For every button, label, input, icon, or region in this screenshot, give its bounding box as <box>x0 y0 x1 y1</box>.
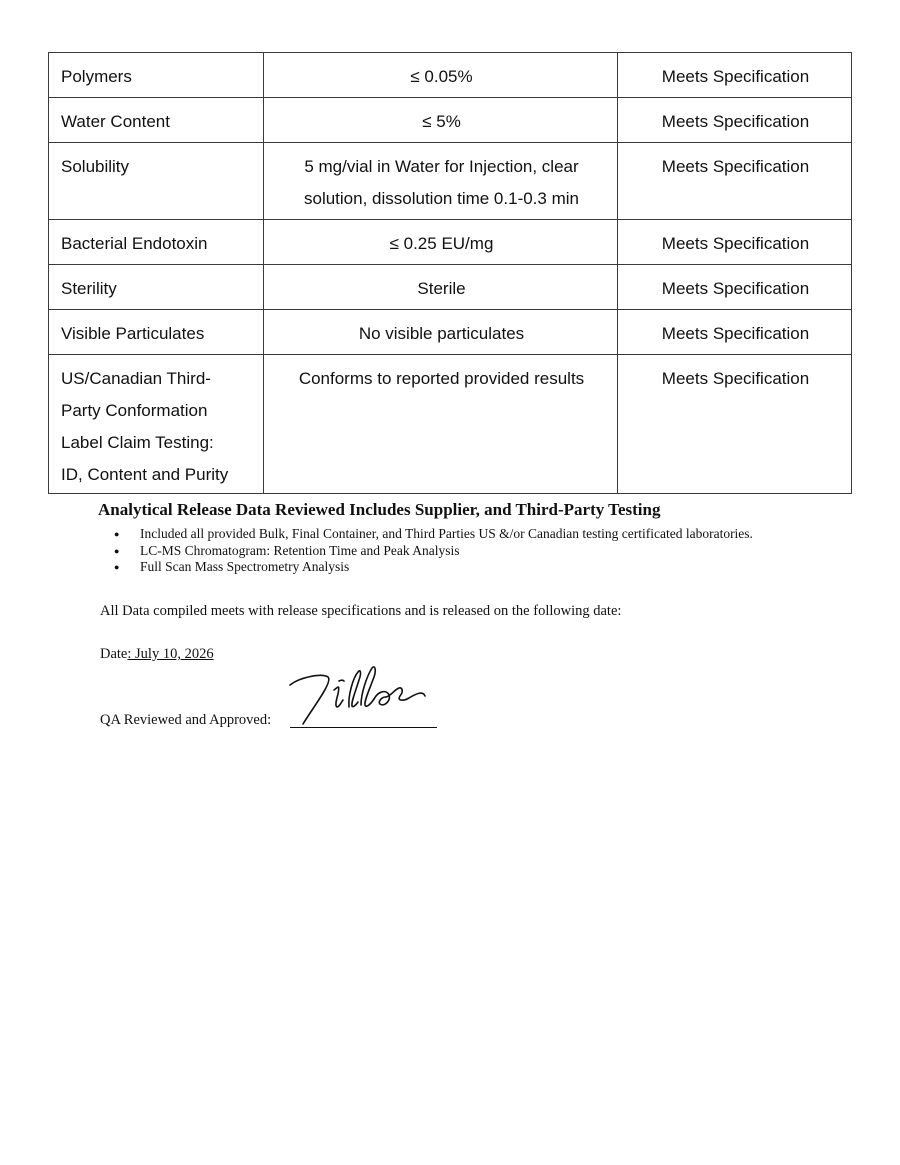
test-name-cell <box>49 355 264 494</box>
test-name: ID, Content and Purity <box>61 465 229 484</box>
specification-cell <box>264 310 618 355</box>
result-value: Meets Specification <box>661 112 810 131</box>
result-value: Meets Specification <box>661 279 810 298</box>
test-name-cell <box>49 53 264 98</box>
specification-value: No visible particulates <box>358 324 525 343</box>
list-item: ● Included all provided Bulk, Final Container, and Third Parties US &/or Canadian testing certificated laboratories. <box>140 526 780 543</box>
result-cell <box>618 220 852 265</box>
table-row <box>49 355 852 494</box>
date-label: Date <box>100 646 128 662</box>
specification-value: ≤ 5% <box>422 112 461 131</box>
table-row <box>49 98 852 143</box>
list-item: ● Full Scan Mass Spectrometry Analysis <box>140 559 780 576</box>
test-name-cell <box>49 220 264 265</box>
test-name-cell <box>49 98 264 143</box>
list-item: ● LC-MS Chromatogram: Retention Time and Peak Analysis <box>140 543 780 560</box>
result-cell <box>618 355 852 494</box>
result-value: Meets Specification <box>661 234 810 253</box>
specification-cell <box>264 98 618 143</box>
date-value: : July 10, 2026 <box>127 646 214 662</box>
table-row <box>49 310 852 355</box>
test-name: Water Content <box>61 112 170 131</box>
test-name: Label Claim Testing: <box>61 433 214 452</box>
specification-cell <box>264 53 618 98</box>
table-row <box>49 220 852 265</box>
result-value: Meets Specification <box>661 324 810 343</box>
release-statement: All Data compiled meets with release specifications and is released on the following date: <box>100 603 622 619</box>
specification-value: 5 mg/vial in Water for Injection, clear <box>304 157 579 176</box>
test-name-cell <box>49 265 264 310</box>
release-date <box>100 646 214 663</box>
test-name-cell <box>49 310 264 355</box>
test-name: Polymers <box>61 67 132 86</box>
specification-table <box>48 52 852 494</box>
result-value: Meets Specification <box>661 369 810 388</box>
specification-cell <box>264 355 618 494</box>
specification-cell <box>264 265 618 310</box>
review-bullet-list <box>140 526 780 576</box>
specification-value: ≤ 0.05% <box>410 67 473 86</box>
result-cell <box>618 98 852 143</box>
test-name: US/Canadian Third- <box>61 369 211 388</box>
table-row <box>49 53 852 98</box>
review-heading: Analytical Release Data Reviewed Includes Supplier, and Third-Party Testing <box>98 500 661 519</box>
specification-cell <box>264 143 618 220</box>
result-value: Meets Specification <box>661 67 810 86</box>
result-cell <box>618 143 852 220</box>
specification-value: Conforms to reported provided results <box>298 369 585 388</box>
result-value: Meets Specification <box>661 157 810 176</box>
table-row <box>49 143 852 220</box>
handwritten-signature <box>288 660 438 728</box>
specification-value: solution, dissolution time 0.1-0.3 min <box>304 189 579 208</box>
specification-cell <box>264 220 618 265</box>
test-name-cell <box>49 143 264 220</box>
table-row <box>49 265 852 310</box>
test-name: Solubility <box>61 157 130 176</box>
result-cell <box>618 53 852 98</box>
result-cell <box>618 265 852 310</box>
result-cell <box>618 310 852 355</box>
qa-approval-label: QA Reviewed and Approved: <box>100 712 272 728</box>
specification-value: ≤ 0.25 EU/mg <box>389 234 494 253</box>
specification-value: Sterile <box>417 279 466 298</box>
test-name: Sterility <box>61 279 117 298</box>
test-name: Bacterial Endotoxin <box>61 234 208 253</box>
test-name: Visible Particulates <box>61 324 205 343</box>
test-name: Party Conformation <box>61 401 208 420</box>
